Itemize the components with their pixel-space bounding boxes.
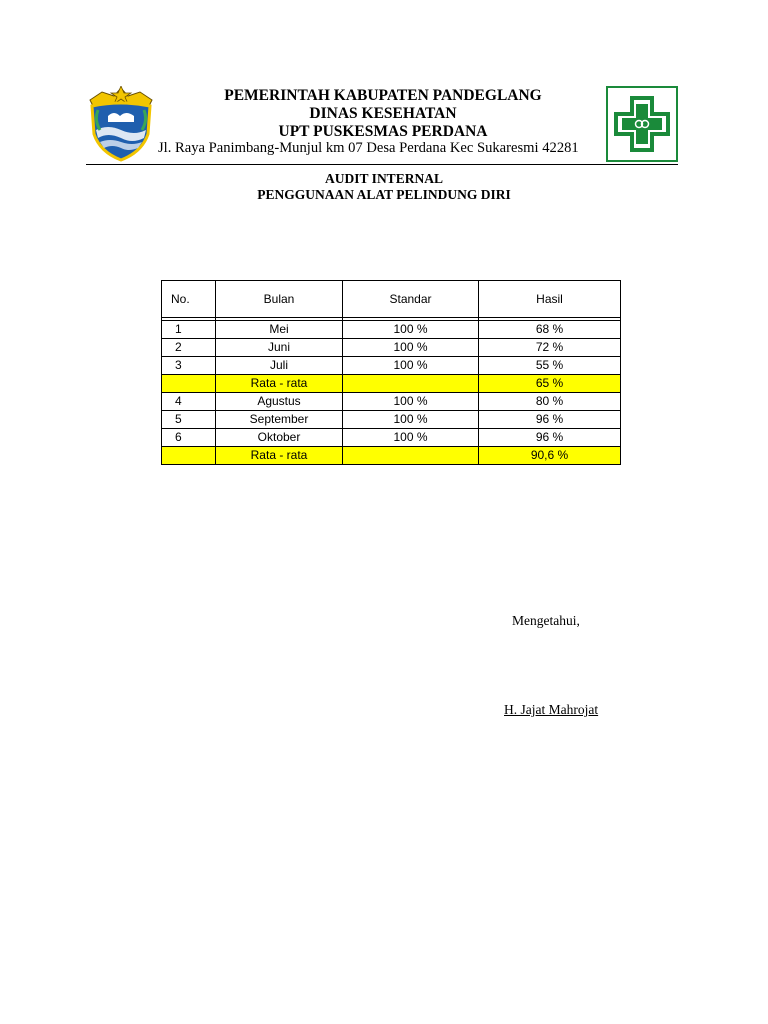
table-header-row [162,281,621,318]
average-row [162,447,621,465]
cell-hasil: 55 % [479,357,621,375]
cell-bulan: Mei [216,321,343,339]
signer-name: H. Jajat Mahrojat [504,702,599,717]
cell-no [162,375,216,393]
header-bulan: Bulan [216,281,343,318]
letterhead-government: PEMERINTAH KABUPATEN PANDEGLANG [224,87,542,104]
cell-standar: 100 % [343,321,479,339]
audit-table [161,280,621,465]
cell-hasil: 90,6 % [479,447,621,465]
kabupaten-emblem-icon [82,86,160,162]
cell-bulan: Rata - rata [216,375,343,393]
cell-bulan: September [216,411,343,429]
puskesmas-logo-icon [606,86,678,162]
cell-hasil: 72 % [479,339,621,357]
cell-hasil: 96 % [479,429,621,447]
cell-no: 1 [162,321,216,339]
document-title [0,171,768,203]
letterhead-address: Jl. Raya Panimbang-Munjul km 07 Desa Perdana Kec Sukaresmi 42281 [158,140,579,156]
letterhead-unit: UPT PUSKESMAS PERDANA [278,123,488,140]
cell-no: 5 [162,411,216,429]
cell-hasil: 96 % [479,411,621,429]
cell-standar: 100 % [343,429,479,447]
table-row [162,393,621,411]
cell-bulan: Agustus [216,393,343,411]
cell-standar [343,375,479,393]
cell-hasil: 80 % [479,393,621,411]
cell-bulan: Oktober [216,429,343,447]
cell-standar: 100 % [343,357,479,375]
cell-standar: 100 % [343,393,479,411]
table-row [162,429,621,447]
table-row [162,411,621,429]
cell-bulan: Juli [216,357,343,375]
cell-bulan: Rata - rata [216,447,343,465]
table-row [162,357,621,375]
cell-no [162,447,216,465]
title-line1: AUDIT INTERNAL [325,171,443,186]
cell-hasil: 68 % [479,321,621,339]
cell-no: 6 [162,429,216,447]
letterhead-divider [86,164,678,165]
header-no: No. [162,281,216,318]
acknowledged-label: Mengetahui, [512,613,580,628]
letterhead-agency: DINAS KESEHATAN [309,105,457,122]
header-standar: Standar [343,281,479,318]
letterhead [158,87,606,156]
cell-no: 4 [162,393,216,411]
header-hasil: Hasil [479,281,621,318]
cell-standar [343,447,479,465]
average-row [162,375,621,393]
table-row [162,321,621,339]
cell-no: 2 [162,339,216,357]
cell-bulan: Juni [216,339,343,357]
title-line2: PENGGUNAAN ALAT PELINDUNG DIRI [257,187,511,202]
cell-no: 3 [162,357,216,375]
cell-hasil: 65 % [479,375,621,393]
cell-standar: 100 % [343,339,479,357]
table-row [162,339,621,357]
cell-standar: 100 % [343,411,479,429]
